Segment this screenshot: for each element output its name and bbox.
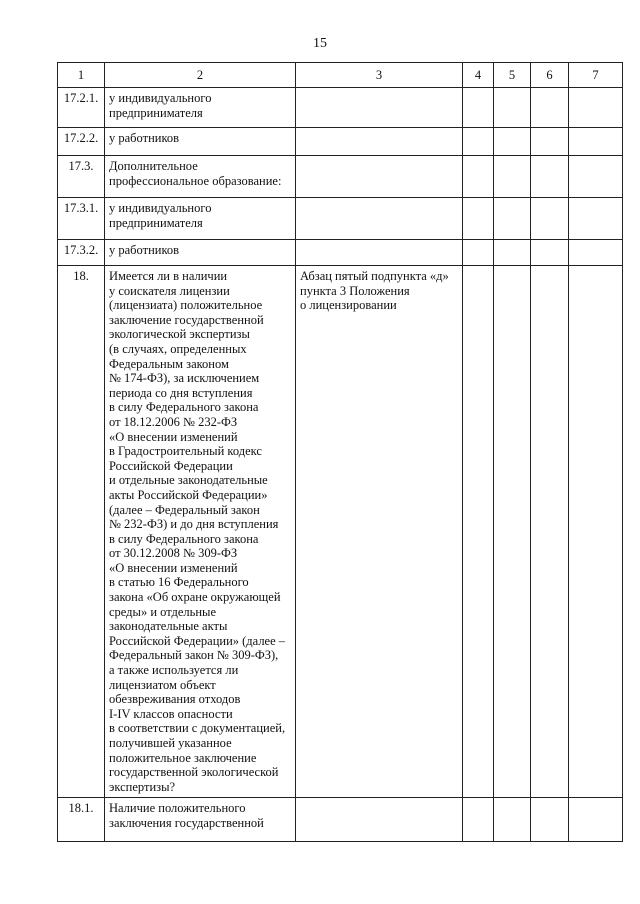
legal-reference	[296, 88, 463, 128]
column-header: 7	[569, 63, 623, 88]
answer-cell-col5	[494, 798, 531, 842]
answer-cell-col5	[494, 156, 531, 198]
requirement-line: в силу Федерального закона	[109, 400, 259, 415]
answer-cell-col6	[531, 128, 569, 156]
table-row	[58, 156, 623, 198]
requirement-line: «О внесении изменений	[109, 560, 238, 575]
requirement-line: Российской Федерации	[109, 458, 233, 473]
legal-reference	[296, 128, 463, 156]
requirement-line: Имеется ли в наличии	[109, 269, 228, 283]
requirement-line: № 174-ФЗ), за исключением	[109, 371, 260, 386]
requirement-line: (лицензиата) положительное	[109, 298, 263, 313]
answer-cell-col4	[463, 128, 494, 156]
answer-cell-col5	[494, 128, 531, 156]
requirement-line: в статью 16 Федерального	[109, 575, 249, 590]
answer-cell-col6	[531, 240, 569, 266]
requirement-line: (далее – Федеральный закон	[109, 502, 260, 517]
answer-cell-col7	[569, 156, 623, 198]
requirement-text	[105, 798, 296, 842]
answer-cell-col6	[531, 266, 569, 798]
answer-cell-col7	[569, 266, 623, 798]
answer-cell-col7	[569, 198, 623, 240]
requirement-line: заключение государственной	[109, 312, 264, 327]
column-header: 6	[531, 63, 569, 88]
requirement-line: экспертизы?	[109, 779, 176, 794]
answer-cell-col7	[569, 128, 623, 156]
requirement-line: в силу Федерального закона	[109, 531, 259, 546]
requirement-line: лицензиатом объект	[109, 677, 216, 692]
requirement-line: в соответствии с документацией,	[109, 721, 286, 736]
requirement-text	[105, 88, 296, 128]
reference-line: пункта 3 Положения	[300, 283, 410, 298]
answer-cell-col4	[463, 156, 494, 198]
answer-cell-col4	[463, 240, 494, 266]
item-number: 17.2.1.	[58, 88, 105, 128]
requirement-line: и отдельные законодательные	[109, 473, 268, 488]
column-header: 4	[463, 63, 494, 88]
answer-cell-col6	[531, 88, 569, 128]
requirement-line: № 232-ФЗ) и до дня вступления	[109, 517, 279, 532]
answer-cell-col7	[569, 88, 623, 128]
requirement-line: государственной экологической	[109, 765, 279, 780]
requirement-line: получившей указанное	[109, 736, 232, 750]
requirement-line: среды» и отдельные	[109, 604, 216, 619]
answer-cell-col6	[531, 198, 569, 240]
answer-cell-col7	[569, 240, 623, 266]
requirement-text	[105, 266, 296, 798]
column-header: 2	[105, 63, 296, 88]
table-row	[58, 88, 623, 128]
requirement-line: положительное заключение	[109, 750, 257, 765]
table-row	[58, 198, 623, 240]
requirement-line: у индивидуального	[109, 91, 212, 105]
requirement-line: «О внесении изменений	[109, 429, 238, 444]
requirement-line: в Градостроительный кодекс	[109, 444, 262, 459]
requirement-line: от 18.12.2006 № 232-ФЗ	[109, 414, 238, 429]
requirement-line: профессиональное образование:	[109, 173, 282, 188]
requirement-line: а также используется ли	[109, 663, 239, 678]
requirement-text	[105, 240, 296, 266]
legal-reference	[296, 156, 463, 198]
requirement-line: I-IV классов опасности	[109, 706, 233, 721]
requirement-line: обезвреживания отходов	[109, 692, 241, 707]
legal-reference	[296, 198, 463, 240]
answer-cell-col5	[494, 198, 531, 240]
answer-cell-col5	[494, 240, 531, 266]
answer-cell-col4	[463, 266, 494, 798]
requirement-line: Федеральным законом	[109, 356, 229, 371]
answer-cell-col6	[531, 798, 569, 842]
answer-cell-col5	[494, 266, 531, 798]
requirement-line: у работников	[109, 131, 180, 145]
reference-line: о лицензировании	[300, 298, 397, 313]
requirement-line: заключения государственной	[109, 815, 264, 830]
requirement-line: периода со дня вступления	[109, 385, 253, 400]
reference-line: Абзац пятый подпункта «д»	[300, 269, 449, 283]
item-number: 17.3.	[58, 156, 105, 198]
table-row	[58, 240, 623, 266]
requirement-text	[105, 128, 296, 156]
item-number: 18.	[58, 266, 105, 798]
requirement-line: законодательные акты	[109, 619, 228, 634]
column-header: 1	[58, 63, 105, 88]
requirement-line: закона «Об охране окружающей	[109, 590, 281, 605]
column-header: 3	[296, 63, 463, 88]
table-row	[58, 266, 623, 798]
requirement-line: экологической экспертизы	[109, 327, 250, 342]
requirement-line: у соискателя лицензии	[109, 283, 230, 298]
item-number: 17.3.2.	[58, 240, 105, 266]
requirement-text	[105, 156, 296, 198]
item-number: 18.1.	[58, 798, 105, 842]
requirement-line: Российской Федерации» (далее –	[109, 633, 286, 648]
legal-reference	[296, 240, 463, 266]
requirement-line: (в случаях, определенных	[109, 341, 247, 356]
requirement-line: у индивидуального	[109, 201, 212, 215]
answer-cell-col4	[463, 88, 494, 128]
requirement-line: Наличие положительного	[109, 801, 246, 816]
requirement-line: Дополнительное	[109, 159, 198, 173]
legal-reference	[296, 798, 463, 842]
answer-cell-col6	[531, 156, 569, 198]
checklist-table	[57, 62, 623, 842]
column-header-row	[58, 63, 623, 88]
table-row	[58, 128, 623, 156]
answer-cell-col5	[494, 88, 531, 128]
legal-reference	[296, 266, 463, 798]
requirement-line: предпринимателя	[109, 215, 203, 230]
requirement-line: Федеральный закон № 309-ФЗ),	[109, 648, 279, 663]
requirement-text	[105, 198, 296, 240]
item-number: 17.2.2.	[58, 128, 105, 156]
requirement-line: акты Российской Федерации»	[109, 487, 268, 502]
page-number: 15	[313, 36, 327, 51]
requirement-line: от 30.12.2008 № 309-ФЗ	[109, 546, 238, 561]
answer-cell-col4	[463, 198, 494, 240]
column-header: 5	[494, 63, 531, 88]
item-number: 17.3.1.	[58, 198, 105, 240]
table-row	[58, 798, 623, 842]
answer-cell-col4	[463, 798, 494, 842]
requirement-line: предпринимателя	[109, 105, 203, 120]
requirement-line: у работников	[109, 243, 180, 257]
answer-cell-col7	[569, 798, 623, 842]
